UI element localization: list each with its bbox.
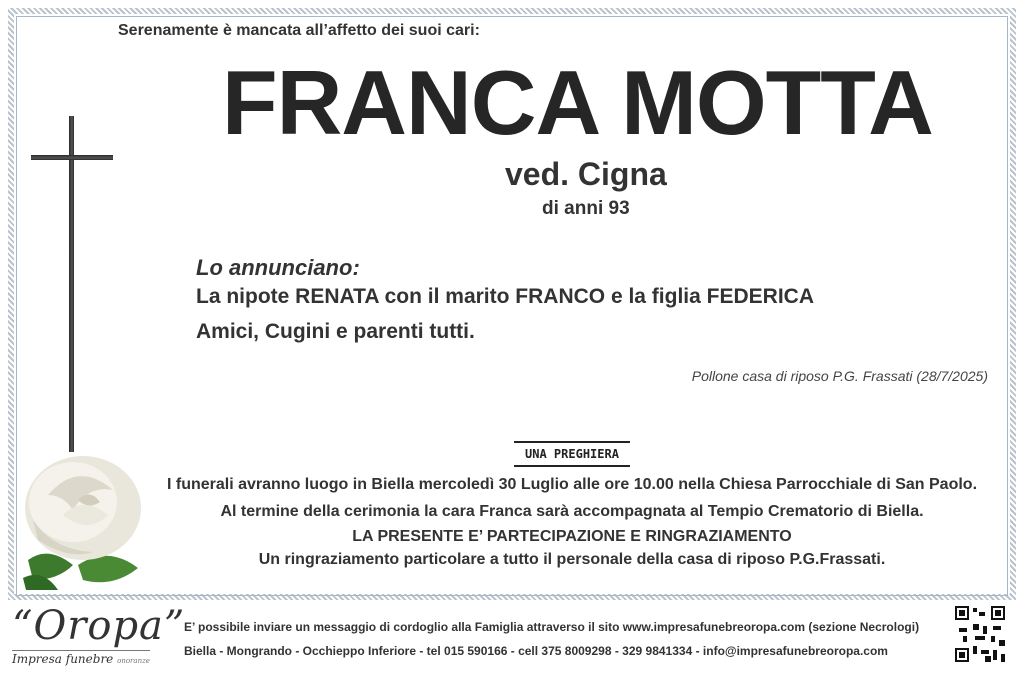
cross-icon bbox=[69, 116, 74, 452]
funeral-line: Un ringraziamento particolare a tutto il personale della casa di riposo P.G.Frassati. bbox=[258, 551, 886, 568]
footer-contact-line: Biella - Mongrando - Occhieppo Inferiore - tel 015 590166 - cell 375 8009298 - 329 9841334 - info@impresafunebreoropa.com bbox=[184, 644, 888, 658]
logo-subtitle-text: Impresa funebre bbox=[12, 652, 114, 666]
footer-condolence-line: E’ possibile inviare un messaggio di cordoglio alla Famiglia attraverso il sito www.impresafunebreoropa.com (sezione Necrologi) bbox=[184, 620, 920, 634]
announce-line: La nipote RENATA con il marito FRANCO e la figlia FEDERICA bbox=[196, 285, 814, 308]
announce-line: Amici, Cugini e parenti tutti. bbox=[196, 320, 475, 343]
funeral-line: Al termine della cerimonia la cara Franca sarà accompagnata al Tempio Crematorio di Biella. bbox=[220, 503, 924, 520]
intro-text: Serenamente è mancata all’affetto dei suoi cari: bbox=[118, 22, 480, 39]
announce-title: Lo annunciano: bbox=[196, 255, 360, 280]
prayer-label: UNA PREGHIERA bbox=[514, 441, 630, 467]
logo-small-text: onoranze bbox=[117, 657, 150, 665]
logo-name: “Oropa” bbox=[12, 603, 186, 649]
qr-code-icon[interactable] bbox=[955, 606, 1005, 662]
rose-icon bbox=[18, 440, 148, 590]
logo-subtitle bbox=[12, 650, 150, 666]
place-date: Pollone casa di riposo P.G. Frassati (28/7/2025) bbox=[691, 368, 988, 384]
cross-icon-bar bbox=[31, 155, 113, 160]
funeral-line: LA PRESENTE E’ PARTECIPAZIONE E RINGRAZIAMENTO bbox=[352, 528, 792, 545]
widow-of: ved. Cigna bbox=[505, 156, 667, 192]
funeral-line: I funerali avranno luogo in Biella mercoledì 30 Luglio alle ore 10.00 nella Chiesa Parrocchiale di San Paolo. bbox=[166, 476, 978, 493]
deceased-name: FRANCA MOTTA bbox=[222, 53, 933, 154]
age-text: di anni 93 bbox=[542, 198, 630, 219]
